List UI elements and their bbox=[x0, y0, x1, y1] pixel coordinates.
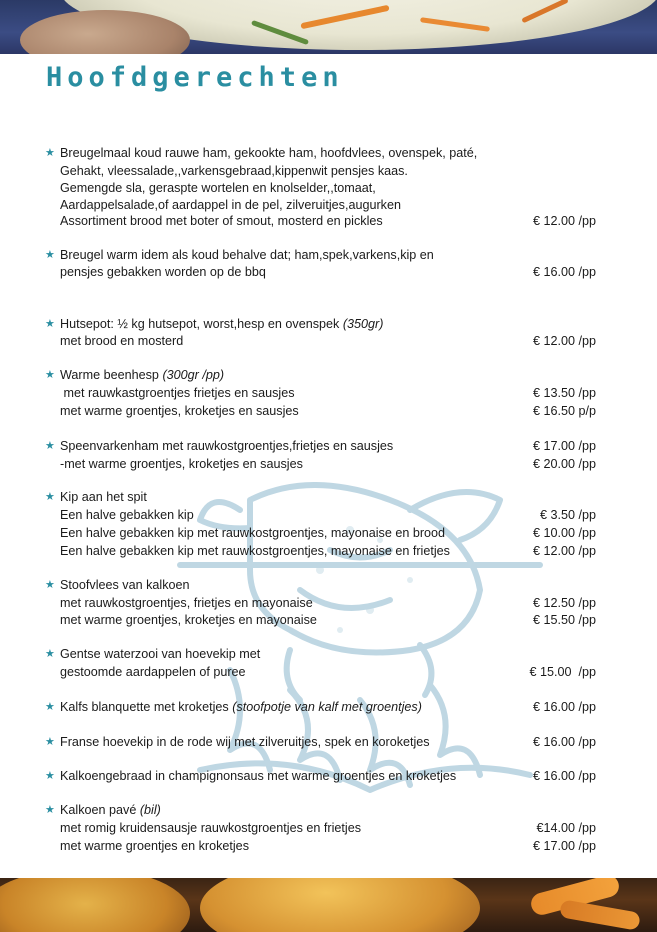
star-icon: ★ bbox=[45, 770, 55, 782]
star-icon: ★ bbox=[45, 579, 55, 591]
roast-shape bbox=[0, 878, 190, 932]
menu-item-text: Stoofvlees van kalkoen bbox=[60, 578, 190, 592]
menu-item-line bbox=[60, 837, 600, 855]
star-icon: ★ bbox=[45, 249, 55, 261]
carrot-shape bbox=[559, 899, 641, 931]
menu-item-text: Gentse waterzooi van hoevekip met bbox=[60, 647, 261, 661]
menu-item-price: €14.00 /pp bbox=[536, 821, 596, 835]
menu-item-price: € 12.00 /pp bbox=[532, 544, 596, 558]
menu-item-note: (bil) bbox=[139, 803, 161, 817]
menu-item bbox=[45, 767, 600, 785]
menu-item-line bbox=[60, 384, 600, 402]
menu-item-text: Hutsepot: ½ kg hutsepot, worst,hesp en ovenspek (350gr) bbox=[60, 317, 384, 331]
menu-item bbox=[45, 801, 600, 819]
menu-item-text: Een halve gebakken kip bbox=[60, 508, 194, 522]
menu-item-price: € 15.00 /pp bbox=[529, 665, 596, 679]
star-icon: ★ bbox=[45, 491, 55, 503]
star-icon: ★ bbox=[45, 804, 55, 816]
menu-item-line bbox=[60, 506, 600, 524]
menu-item-price: € 17.00 /pp bbox=[532, 839, 596, 853]
menu-item-line bbox=[60, 611, 600, 629]
menu-item-text: Een halve gebakken kip met rauwkostgroentjes, mayonaise en brood bbox=[60, 526, 446, 540]
star-icon: ★ bbox=[45, 147, 55, 159]
menu-item-price: € 16.00 /pp bbox=[532, 700, 596, 714]
menu-item-note: (300gr /pp) bbox=[162, 368, 225, 382]
menu-item-text: met warme groentjes en kroketjes bbox=[60, 839, 249, 853]
star-icon: ★ bbox=[45, 736, 55, 748]
menu-item bbox=[45, 576, 600, 594]
menu-item-note: (stoofpotje van kalf met groentjes) bbox=[232, 700, 422, 714]
menu-item-line bbox=[60, 663, 600, 681]
menu-item bbox=[45, 437, 600, 455]
menu-item-line bbox=[60, 819, 600, 837]
menu-item-price: € 12.50 /pp bbox=[532, 596, 596, 610]
star-icon: ★ bbox=[45, 440, 55, 452]
menu-item-price: € 16.50 p/p bbox=[532, 404, 596, 418]
menu-item bbox=[45, 645, 600, 663]
menu-item bbox=[45, 246, 600, 264]
menu-item-text: met warme groentjes, kroketjes en mayonaise bbox=[60, 613, 317, 627]
menu-item-text: met brood en mosterd bbox=[60, 334, 184, 348]
menu-item-price: € 3.50 /pp bbox=[539, 508, 596, 522]
menu-item-text: Speenvarkenham met rauwkostgroentjes,frietjes en sausjes bbox=[60, 439, 394, 453]
menu-item bbox=[45, 698, 600, 716]
menu-item-text: Gemengde sla, geraspte wortelen en knolselder,,tomaat, bbox=[60, 181, 376, 195]
menu-item bbox=[45, 366, 600, 384]
roast-shape bbox=[200, 878, 480, 932]
star-icon: ★ bbox=[45, 648, 55, 660]
menu-item bbox=[45, 488, 600, 506]
menu-item bbox=[45, 144, 600, 162]
menu-item-text: Kalkoen pavé (bil) bbox=[60, 803, 161, 817]
star-icon: ★ bbox=[45, 369, 55, 381]
menu-item-line bbox=[60, 332, 600, 350]
menu-item-line bbox=[60, 402, 600, 420]
menu-item bbox=[45, 733, 600, 751]
menu-item-line bbox=[60, 542, 600, 560]
menu-item-text: Kip aan het spit bbox=[60, 490, 147, 504]
menu-item-text: Franse hoevekip in de rode wij met zilveruitjes, spek en koroketjes bbox=[60, 735, 430, 749]
menu-item-price: € 15.50 /pp bbox=[532, 613, 596, 627]
menu-item-line bbox=[60, 212, 600, 230]
menu-item-text: pensjes gebakken worden op de bbq bbox=[60, 265, 266, 279]
menu-item-line bbox=[60, 455, 600, 473]
menu-item-line bbox=[60, 524, 600, 542]
star-icon: ★ bbox=[45, 701, 55, 713]
menu-item-price: € 12.00 /pp bbox=[532, 334, 596, 348]
menu-item-text: Warme beenhesp (300gr /pp) bbox=[60, 368, 225, 382]
menu-item-text: met warme groentjes, kroketjes en sausjes bbox=[60, 404, 299, 418]
menu-item-text: -met warme groentjes, kroketjes en sausjes bbox=[60, 457, 303, 471]
menu-item-text: Aardappelsalade,of aardappel in de pel, zilveruitjes,augurken bbox=[60, 198, 401, 212]
menu-item-price: € 13.50 /pp bbox=[532, 386, 596, 400]
menu-item-text: Gehakt, vleessalade,,varkensgebraad,kippenwit pensjes kaas. bbox=[60, 164, 408, 178]
top-food-photo-banner bbox=[0, 0, 657, 54]
menu-item-line bbox=[60, 594, 600, 612]
menu-item-line bbox=[60, 263, 600, 281]
menu-item-price: € 12.00 /pp bbox=[532, 214, 596, 228]
menu-item-text: Een halve gebakken kip met rauwkostgroentjes, mayonaise en frietjes bbox=[60, 544, 450, 558]
menu-item-price: € 20.00 /pp bbox=[532, 457, 596, 471]
menu-item-text: gestoomde aardappelen of puree bbox=[60, 665, 246, 679]
menu-item-price: € 16.00 /pp bbox=[532, 265, 596, 279]
menu-item-price: € 16.00 /pp bbox=[532, 735, 596, 749]
menu-item bbox=[45, 315, 600, 333]
menu-item-price: € 16.00 /pp bbox=[532, 769, 596, 783]
menu-item-price: € 17.00 /pp bbox=[532, 439, 596, 453]
menu-item-text: Kalkoengebraad in champignonsaus met warme groentjes en kroketjes bbox=[60, 769, 457, 783]
menu-item-line bbox=[60, 179, 600, 197]
star-icon: ★ bbox=[45, 318, 55, 330]
menu-item-text: met romig kruidensausje rauwkostgroentjes en frietjes bbox=[60, 821, 361, 835]
menu-item-note: (350gr) bbox=[342, 317, 384, 331]
menu-item-text: met rauwkastgroentjes frietjes en sausjes bbox=[60, 386, 295, 400]
menu-item-text: Assortiment brood met boter of smout, mosterd en pickles bbox=[60, 214, 383, 228]
menu-item-text: Kalfs blanquette met kroketjes (stoofpotje van kalf met groentjes) bbox=[60, 700, 422, 714]
page-title: Hoofdgerechten bbox=[46, 62, 344, 93]
menu-item-line bbox=[60, 162, 600, 180]
menu-item-text: Breugelmaal koud rauwe ham, gekookte ham, hoofdvlees, ovenspek, paté, bbox=[60, 146, 478, 160]
menu-item-text: Breugel warm idem als koud behalve dat; ham,spek,varkens,kip en bbox=[60, 248, 434, 262]
menu-item-text: met rauwkostgroentjes, frietjes en mayonaise bbox=[60, 596, 313, 610]
menu-item-price: € 10.00 /pp bbox=[532, 526, 596, 540]
bottom-food-photo-banner bbox=[0, 878, 657, 932]
